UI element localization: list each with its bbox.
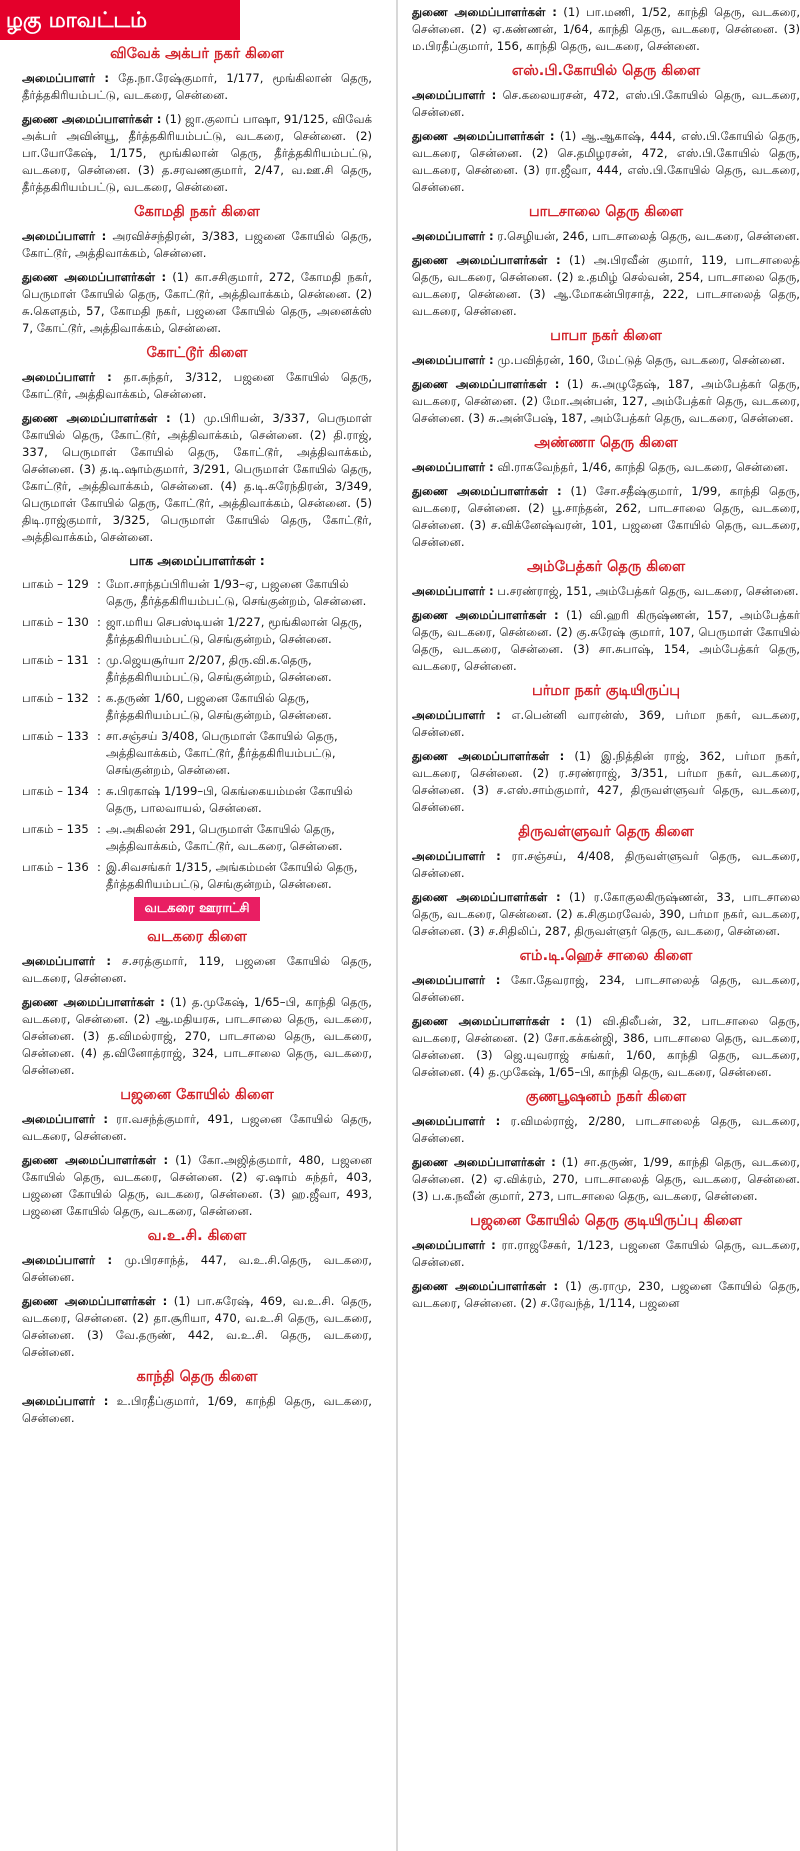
organizer-details: ப.சரண்ராஜ், 151, அம்பேத்கர் தெரு, வடகரை, சென்னை. <box>493 584 799 598</box>
role-label: அமைப்பாளர் : <box>412 708 501 722</box>
role-label: துணை அமைப்பாளர்கள் : <box>412 608 559 622</box>
organizer-details: வி.ராகவேந்தர், 1/46, காந்தி தெரு, வடகரை, சென்னை. <box>493 460 789 474</box>
role-label: துணை அமைப்பாளர்கள் : <box>22 995 165 1009</box>
branch-heading: திருவள்ளுவர் தெரு கிளை <box>518 824 694 840</box>
branch-heading: விவேக் அக்பர் நகர் கிளை <box>110 46 284 62</box>
organizer-paragraph <box>22 1252 372 1286</box>
organizer-details: (1) பா.சுரேஷ், 469, வ.உ.சி. தெரு, வடகரை, சென்னை. (2) தா.சூரியா, 470, வ.உ.சி தெரு, வடகரை, சென்னை. (3) வே.தருண், 442, வ.உ.சி. தெரு, வடகரை, சென்னை. <box>22 1294 372 1359</box>
role-label: அமைப்பாளர் : <box>22 1112 108 1126</box>
right-column <box>412 0 800 1319</box>
district-banner: ழகு மாவட்டம் <box>0 0 240 40</box>
role-label: அமைப்பாளர் : <box>22 954 112 968</box>
organizer-paragraph <box>22 1152 372 1220</box>
booth-number: பாகம் – 134 <box>22 784 89 798</box>
role-label: துணை அமைப்பாளர்கள் : <box>412 749 565 763</box>
organizer-paragraph <box>412 848 800 882</box>
booth-organizer: சா.சஞ்சய் 3/408, பெருமாள் கோயில் தெரு, அத்திவாக்கம், கோட்டூர், தீர்த்தகிரியம்பட்டு, செங்குன்றம், சென்னை. <box>106 729 338 777</box>
branch-heading: பஜனை கோயில் தெரு குடியிருப்பு கிளை <box>469 1213 743 1229</box>
booth-number: பாகம் – 133 <box>22 729 89 743</box>
role-label: துணை அமைப்பாளர்கள் : <box>412 129 555 143</box>
organizer-details: (1) சோ.சதீஷ்குமார், 1/99, காந்தி தெரு, வடகரை, சென்னை. (2) பூ.சாந்தன், 262, பாடசாலை தெரு, வடகரை, சென்னை. (3) ச.விக்னேஷ்வரன், 101, பஜனை கோயில் தெரு, வடகரை, சென்னை. <box>412 484 800 549</box>
organizer-paragraph <box>22 410 372 546</box>
booth-row <box>22 821 372 855</box>
booth-row <box>22 690 372 724</box>
booth-row <box>22 728 372 779</box>
booth-separator: : <box>97 577 101 591</box>
booth-organizer: அ.அகிலன் 291, பெருமாள் கோயில் தெரு, அத்திவாக்கம், கோட்டூர், வடகரை, சென்னை. <box>106 822 343 853</box>
organizer-paragraph <box>412 252 800 320</box>
organizer-paragraph <box>22 953 372 987</box>
organizer-paragraph <box>412 4 800 55</box>
organizer-paragraph <box>22 111 372 196</box>
role-label: அமைப்பாளர் : <box>412 1238 496 1252</box>
role-label: அமைப்பாளர் : <box>412 584 494 598</box>
booth-number: பாகம் – 131 <box>22 653 89 667</box>
organizer-paragraph <box>412 707 800 741</box>
booth-separator: : <box>97 822 101 836</box>
branch-heading: பாபா நகர் கிளை <box>550 328 662 344</box>
role-label: அமைப்பாளர் : <box>22 229 107 243</box>
booth-number: பாகம் – 136 <box>22 860 89 874</box>
organizer-paragraph <box>412 352 800 369</box>
panchayat-section-label: வடகரை ஊராட்சி <box>134 897 259 921</box>
column-divider <box>396 0 398 1851</box>
role-label: அமைப்பாளர் : <box>412 353 494 367</box>
booth-separator: : <box>97 615 101 629</box>
organizer-paragraph <box>22 228 372 262</box>
role-label: அமைப்பாளர் : <box>22 71 110 85</box>
organizer-details: ரா.வசந்த்குமார், 491, பஜனை கோயில் தெரு, வடகரை, சென்னை. <box>22 1112 372 1143</box>
role-label: துணை அமைப்பாளர்கள் : <box>412 890 561 904</box>
section-pill-wrap <box>22 897 372 921</box>
role-label: அமைப்பாளர் : <box>412 229 494 243</box>
organizer-paragraph <box>22 1393 372 1427</box>
organizer-paragraph <box>412 972 800 1006</box>
organizer-details: ரா.சஞ்சய், 4/408, திருவள்ளுவர் தெரு, வடகரை, சென்னை. <box>412 849 800 880</box>
role-label: அமைப்பாளர் : <box>22 1394 109 1408</box>
organizer-paragraph <box>412 459 800 476</box>
organizer-details: மு.பவித்ரன், 160, மேட்டுத் தெரு, வடகரை, சென்னை. <box>493 353 786 367</box>
organizer-paragraph <box>412 889 800 940</box>
organizer-details: (1) ஜா.குலாப் பாஷா, 91/125, விவேக் அக்பர் அவின்யூ, தீர்த்தகிரியம்பட்டு, வடகரை, சென்னை. (2) பா.யோகேஷ், 1/175, மூங்கிலான் தெரு, தீர்த்தகிரியம்பட்டு, வடகரை, சென்னை. (3) த.சரவணகுமார், 2/47, வ.ஊ.சி தெரு, தீர்த்தகிரியம்பட்டு, வடகரை, சென்னை. <box>22 112 373 194</box>
booth-number: பாகம் – 130 <box>22 615 89 629</box>
branch-heading: பாடசாலை தெரு கிளை <box>528 204 684 220</box>
role-label: துணை அமைப்பாளர்கள் : <box>22 112 162 126</box>
branch-heading: வடகரை கிளை <box>147 929 247 945</box>
organizer-details: ச.சரத்குமார், 119, பஜனை கோயில் தெரு, வடகரை, சென்னை. <box>22 954 372 985</box>
organizer-details: (1) சு.அழுதேஷ், 187, அம்பேத்கர் தெரு, வடகரை, சென்னை. (2) மோ.அன்பன், 127, அம்பேத்கர் தெரு, வடகரை, சென்னை. (3) சு.அன்பேஷ், 187, அம்பேத்கர் தெரு, வடகரை, சென்னை. <box>412 377 800 425</box>
booth-organizer: இ.சிவசங்கர் 1/315, அங்கம்மன் கோயில் தெரு, தீர்த்தகிரியம்பட்டு, செங்குன்றம், சென்னை. <box>106 860 358 891</box>
organizer-paragraph <box>412 748 800 816</box>
role-label: துணை அமைப்பாளர்கள் : <box>412 253 561 267</box>
branch-heading: பர்மா நகர் குடியிருப்பு <box>531 683 681 699</box>
organizer-details: (1) சா.தருண், 1/99, காந்தி தெரு, வடகரை, சென்னை. (2) ஏ.விக்ரம், 270, பாடசாலைத் தெரு, வடகரை, சென்னை. (3) ப.க.நவீன் குமார், 273, பாடசாலை தெரு, வடகரை, சென்னை. <box>412 1155 800 1203</box>
booth-number: பாகம் – 132 <box>22 691 89 705</box>
organizer-paragraph <box>412 1278 800 1312</box>
organizer-details: அரவிச்சந்திரன், 3/383, பஜனை கோயில் தெரு, கோட்டூர், அத்திவாக்கம், சென்னை. <box>22 229 372 260</box>
branch-heading: வ.உ.சி. கிளை <box>147 1228 247 1244</box>
booth-separator: : <box>97 784 101 798</box>
organizer-paragraph <box>22 70 372 104</box>
role-label: துணை அமைப்பாளர்கள் : <box>412 484 562 498</box>
role-label: அமைப்பாளர் : <box>22 370 112 384</box>
role-label: அமைப்பாளர் : <box>412 973 501 987</box>
branch-heading: கோமதி நகர் கிளை <box>134 204 260 220</box>
organizer-paragraph <box>22 994 372 1079</box>
role-label: துணை அமைப்பாளர்கள் : <box>412 1014 566 1028</box>
branch-heading: கோட்டூர் கிளை <box>146 345 248 361</box>
organizer-paragraph <box>412 87 800 121</box>
role-label: துணை அமைப்பாளர்கள் : <box>412 1279 559 1293</box>
booth-row <box>22 859 372 893</box>
branch-heading: காந்தி தெரு கிளை <box>136 1369 258 1385</box>
organizer-paragraph <box>412 1154 800 1205</box>
role-label: துணை அமைப்பாளர்கள் : <box>22 1153 169 1167</box>
organizer-details: (1) பா.மணி, 1/52, காந்தி தெரு, வடகரை, சென்னை. (2) ஏ.கண்ணன், 1/64, காந்தி தெரு, வடகரை, சென்னை. (3) ம.பிரதீப்குமார், 156, காந்தி தெரு, வடகரை, சென்னை. <box>412 5 800 53</box>
organizer-paragraph <box>22 1111 372 1145</box>
organizer-details: கோ.தேவராஜ், 234, பாடசாலைத் தெரு, வடகரை, சென்னை. <box>412 973 800 1004</box>
booth-number: பாகம் – 129 <box>22 577 89 591</box>
booth-organizer: சு.பிரகாஷ் 1/199–பி, கெங்கையம்மன் கோயில் தெரு, பாலவாயல், சென்னை. <box>106 784 353 815</box>
organizer-details: எ.பென்னி வாரன்ஸ், 369, பர்மா நகர், வடகரை, சென்னை. <box>412 708 800 739</box>
organizer-paragraph <box>22 269 372 337</box>
organizer-details: ரா.ராஜசேகர், 1/123, பஜனை கோயில் தெரு, வடகரை, சென்னை. <box>412 1238 800 1269</box>
organizer-paragraph <box>412 1013 800 1081</box>
organizer-details: (1) ர.கோகுலகிருஷ்ணன், 33, பாடசாலை தெரு, வடகரை, சென்னை. (2) க.சிகுமரவேல், 390, பர்மா நகர், வடகரை, சென்னை. (3) ச.சிதிலிப், 287, திருவள்ளுர் தெரு, வடகரை, சென்னை. <box>412 890 800 938</box>
organizer-paragraph <box>22 1293 372 1361</box>
role-label: அமைப்பாளர் : <box>412 849 501 863</box>
organizer-details: (1) த.முகேஷ், 1/65–பி, காந்தி தெரு, வடகரை, சென்னை. (2) ஆ.மதியரசு, பாடசாலை தெரு, வடகரை, சென்னை. (3) த.விமல்ராஜ், 270, பாடசாலை தெரு, வடகரை, சென்னை. (4) த.வினோத்ராஜ், 324, பாடசாலை தெரு, வடகரை, சென்னை. <box>22 995 372 1077</box>
role-label: அமைப்பாளர் : <box>412 1114 501 1128</box>
organizer-paragraph <box>412 1237 800 1271</box>
booth-separator: : <box>97 653 101 667</box>
organizer-details: (1) அ.பிரவீன் குமார், 119, பாடசாலைத் தெரு, வடகரை, சென்னை. (2) ௨.தமிழ் செல்வன், 254, பாடசாலை தெரு, வடகரை, சென்னை. (3) ஆ.மோகன்பிரசாத், 222, பாடசாலைத் தெரு, வடகரை, சென்னை. <box>412 253 800 318</box>
booth-row <box>22 614 372 648</box>
branch-heading: எஸ்.பி.கோயில் தெரு கிளை <box>511 63 701 79</box>
organizer-details: (1) கோ.அஜித்குமார், 480, பஜனை கோயில் தெரு, வடகரை, சென்னை. (2) ஏ.ஷாம் சுந்தர், 403, பஜனை கோயில் தெரு, வடகரை, சென்னை. (3) ஹ.ஜீவா, 493, பஜனை கோயில் தெரு, வடகரை, சென்னை. <box>22 1153 372 1218</box>
branch-heading: அம்பேத்கர் தெரு கிளை <box>526 559 686 575</box>
booth-organizer: ஜா.மரிய செபஸ்டியன் 1/227, மூங்கிலான் தெரு, தீர்த்தகிரியம்பட்டு, செங்குன்றம், சென்னை. <box>106 615 363 646</box>
organizer-paragraph <box>22 369 372 403</box>
booth-organizer: மோ.சாந்தப்பிரியன் 1/93–ஏ, பஜனை கோயில் தெரு, தீர்த்தகிரியம்பட்டு, செங்குன்றம், சென்னை. <box>106 577 367 608</box>
organizer-details: (1) இ.நித்தின் ராஜ், 362, பர்மா நகர், வடகரை, சென்னை. (2) ர.சரண்ராஜ், 3/351, பர்மா நகர், வடகரை, சென்னை. (3) ச.எஸ்.சாம்குமார், 427, திருவள்ளுவர் தெரு, வடகரை, சென்னை. <box>412 749 800 814</box>
booth-separator: : <box>97 729 101 743</box>
booth-separator: : <box>97 860 101 874</box>
booth-organizer: மு.ஜெயசூர்யா 2/207, திரு.வி.க.தெரு, தீர்த்தகிரியம்பட்டு, செங்குன்றம், சென்னை. <box>106 653 332 684</box>
organizer-paragraph <box>412 228 800 245</box>
role-label: அமைப்பாளர் : <box>412 460 494 474</box>
organizer-paragraph <box>412 128 800 196</box>
booth-row <box>22 576 372 610</box>
role-label: அமைப்பாளர் : <box>412 88 497 102</box>
role-label: துணை அமைப்பாளர்கள் : <box>22 411 171 425</box>
role-label: அமைப்பாளர் : <box>22 1253 113 1267</box>
role-label: துணை அமைப்பாளர்கள் : <box>412 1155 556 1169</box>
organizer-paragraph <box>412 1113 800 1147</box>
organizer-details: மு.பிரசாந்த், 447, வ.உ.சி.தெரு, வடகரை, சென்னை. <box>22 1253 372 1284</box>
booth-row <box>22 783 372 817</box>
organizer-details: தே.நா.ரேஷ்குமார், 1/177, மூங்கிலான் தெரு, தீர்த்தகிரியம்பட்டு, வடகரை, சென்னை. <box>22 71 372 102</box>
branch-heading: எம்.டி.ஹெச் சாலை கிளை <box>519 948 693 964</box>
branch-heading: அண்ணா தெரு கிளை <box>534 435 678 451</box>
organizer-details: (1) வி.திலீபன், 32, பாடசாலை தெரு, வடகரை, சென்னை. (2) சோ.கக்கன்ஜி, 386, பாடசாலை தெரு, வடகரை, சென்னை. (3) ஜெ.யுவராஜ் சங்கர், 1/60, காந்தி தெரு, வடகரை, சென்னை. (4) த.முகேஷ், 1/65–பி, காந்தி தெரு, வடகரை, சென்னை. <box>412 1014 800 1079</box>
booth-organizers-heading: பாக அமைப்பாளர்கள் : <box>129 553 265 568</box>
booth-row <box>22 652 372 686</box>
organizer-paragraph <box>412 483 800 551</box>
organizer-details: (1) கா.சசிகுமார், 272, கோமதி நகர், பெருமாள் கோயில் தெரு, கோட்டூர், அத்திவாக்கம், சென்னை. (2) சு.கௌதம், 57, கோமதி நகர், பஜனை கோயில் தெரு, அனைக்ஸ் 7, கோட்டூர், அத்திவாக்கம், சென்னை. <box>22 270 372 335</box>
organizer-details: (1) கு.ராமு, 230, பஜனை கோயில் தெரு, வடகரை, சென்னை. (2) ச.ரேவந்த், 1/114, பஜனை <box>412 1279 800 1310</box>
branch-heading: பஜனை கோயில் கிளை <box>120 1087 274 1103</box>
role-label: துணை அமைப்பாளர்கள் : <box>412 377 560 391</box>
role-label: துணை அமைப்பாளர்கள் : <box>22 270 167 284</box>
organizer-details: ர.செழியன், 246, பாடசாலைத் தெரு, வடகரை, சென்னை. <box>493 229 800 243</box>
organizer-paragraph <box>412 607 800 675</box>
role-label: துணை அமைப்பாளர்கள் : <box>22 1294 168 1308</box>
booth-organizer: க.தருண் 1/60, பஜனை கோயில் தெரு, தீர்த்தகிரியம்பட்டு, செங்குன்றம், சென்னை. <box>106 691 332 722</box>
organizer-details: (1) ஆ.ஆகாஷ், 444, எஸ்.பி.கோயில் தெரு, வடகரை, சென்னை. (2) செ.தமிழரசன், 472, எஸ்.பி.கோயில் தெரு, வடகரை, சென்னை. (3) ரா.ஜீவா, 444, எஸ்.பி.கோயில் தெரு, வடகரை, சென்னை. <box>412 129 800 194</box>
organizer-details: தா.சுந்தர், 3/312, பஜனை கோயில் தெரு, கோட்டூர், அத்திவாக்கம், சென்னை. <box>22 370 372 401</box>
branch-heading: குணபூஷனம் நகர் கிளை <box>525 1089 687 1105</box>
organizer-paragraph <box>412 583 800 600</box>
organizer-details: ர.விமல்ராஜ், 2/280, பாடசாலைத் தெரு, வடகரை, சென்னை. <box>412 1114 800 1145</box>
left-column <box>0 0 384 1434</box>
organizer-details: செ.கலையரசன், 472, எஸ்.பி.கோயில் தெரு, வடகரை, சென்னை. <box>412 88 800 119</box>
organizer-details: (1) மு.பிரியன், 3/337, பெருமாள் கோயில் தெரு, கோட்டூர், அத்திவாக்கம், சென்னை. (2) தி.ராஜ், 337, பெருமாள் கோயில் தெரு, கோட்டூர், அத்திவாக்கம், சென்னை. (3) த.டி.ஷாம்குமார், 3/291, பெருமாள் கோயில் தெரு, கோட்டூர், அத்திவாக்கம், சென்னை. (4) த.டி.சுரேந்திரன், 3/349, பெருமாள் கோயில் தெரு, கோட்டூர், அத்திவாக்கம், சென்னை. (5) திடி.ராஜ்குமார், 3/325, பெருமாள் கோயில் தெரு, கோட்டூர், அத்திவாக்கம், சென்னை. <box>22 411 372 544</box>
booth-separator: : <box>97 691 101 705</box>
organizer-details: உ.பிரதீப்குமார், 1/69, காந்தி தெரு, வடகரை, சென்னை. <box>22 1394 372 1425</box>
booth-number: பாகம் – 135 <box>22 822 89 836</box>
organizer-paragraph <box>412 376 800 427</box>
organizer-details: (1) வி.ஹரி கிருஷ்ணன், 157, அம்பேத்கர் தெரு, வடகரை, சென்னை. (2) கு.சுரேஷ் குமார், 107, பெருமாள் கோயில் தெரு, வடகரை, சென்னை. (3) சா.சுபாஷ், 154, அம்பேத்கர் தெரு, வடகரை, சென்னை. <box>412 608 800 673</box>
role-label: துணை அமைப்பாளர்கள் : <box>412 5 557 19</box>
